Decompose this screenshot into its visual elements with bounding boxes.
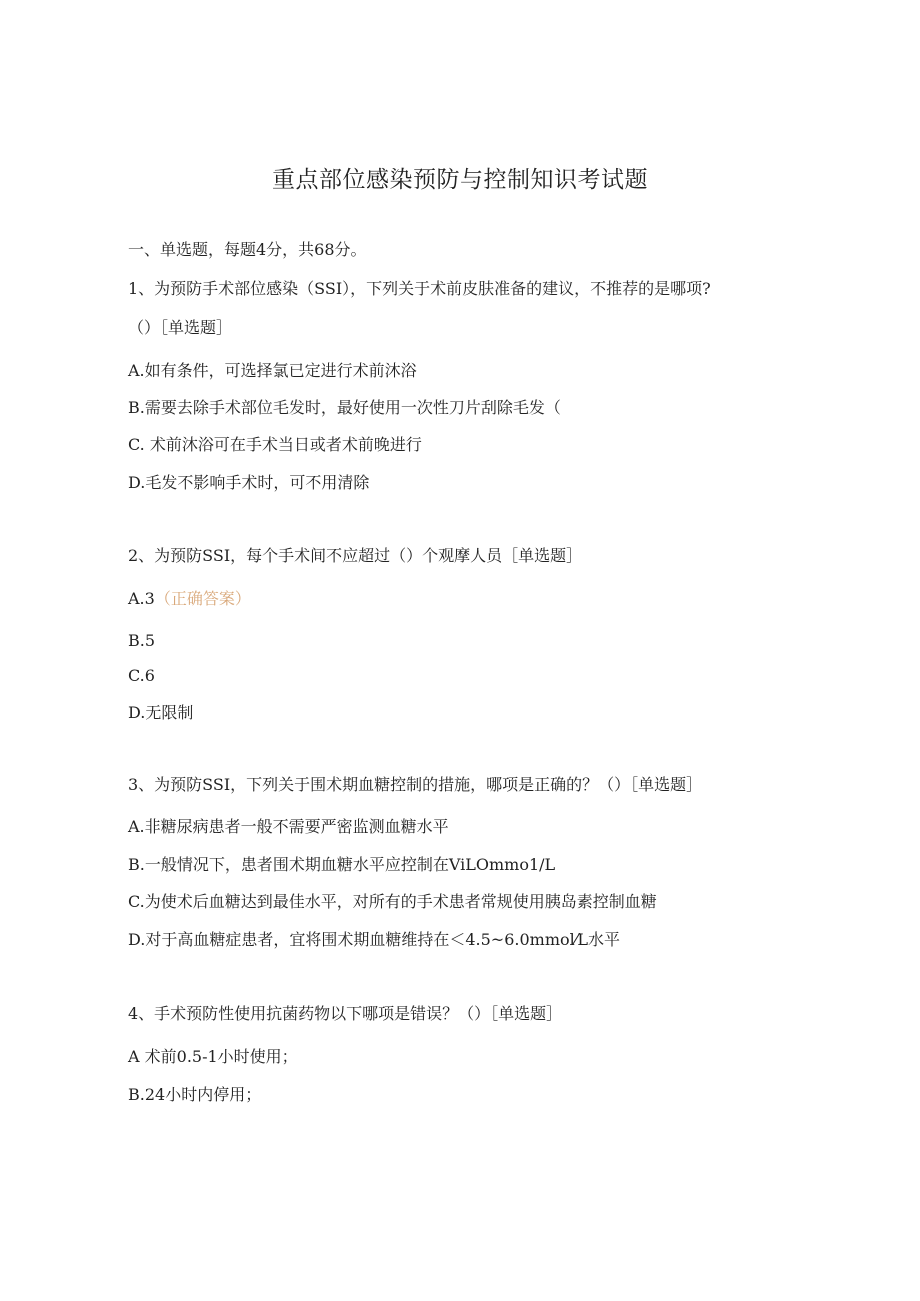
question-4-option-a: A 术前0.5-1小时使用； bbox=[128, 1047, 298, 1066]
question-4-stem: 4、手术预防性使用抗菌药物以下哪项是错误？（）［单选题］ bbox=[128, 1004, 563, 1023]
question-2-option-a: A.3 bbox=[128, 589, 155, 608]
question-1-stem: 1、为预防手术部位感染（SSI），下列关于术前皮肤准备的建议，不推荐的是哪项? bbox=[128, 279, 711, 298]
question-3-option-d: D.对于高血糖症患者，宜将围术期血糖维持在＜4.5~6.0mmol⁄L水平 bbox=[128, 930, 621, 949]
question-4-option-b: B.24小时内停用； bbox=[128, 1085, 262, 1104]
question-3-option-a: A.非糖尿病患者一般不需要严密监测血糖水平 bbox=[128, 817, 449, 836]
correct-answer-mark: （正确答案） bbox=[154, 589, 251, 608]
question-2-option-c: C.6 bbox=[128, 666, 155, 685]
question-2-option-b: B.5 bbox=[128, 631, 156, 650]
question-3-option-c: C.为使术后血糖达到最佳水平，对所有的手术患者常规使用胰岛素控制血糖 bbox=[128, 892, 657, 911]
question-1-option-a: A.如有条件，可选择氯已定进行术前沐浴 bbox=[128, 361, 417, 380]
question-1-option-d: D.毛发不影响手术时，可不用清除 bbox=[128, 473, 370, 492]
question-2-option-a-row bbox=[128, 589, 251, 609]
question-2-stem: 2、为预防SSI，每个手术间不应超过（）个观摩人员［单选题］ bbox=[128, 546, 583, 565]
section-heading: 一、单选题，每题4分，共68分。 bbox=[128, 240, 367, 259]
question-1-option-c: C. 术前沐浴可在手术当日或者术前晚进行 bbox=[128, 435, 422, 454]
question-3-stem: 3、为预防SSI，下列关于围术期血糖控制的措施，哪项是正确的？（）［单选题］ bbox=[128, 775, 703, 794]
page-title: 重点部位感染预防与控制知识考试题 bbox=[272, 167, 648, 193]
question-1-stem-cont: （）［单选题］ bbox=[128, 318, 233, 337]
question-1-option-b: B.需要去除手术部位毛发时，最好使用一次性刀片刮除毛发（ bbox=[128, 398, 561, 417]
question-2-option-d: D.无限制 bbox=[128, 703, 194, 722]
question-3-option-b: B.一般情况下，患者围术期血糖水平应控制在ViLOmmo1/L bbox=[128, 855, 556, 874]
